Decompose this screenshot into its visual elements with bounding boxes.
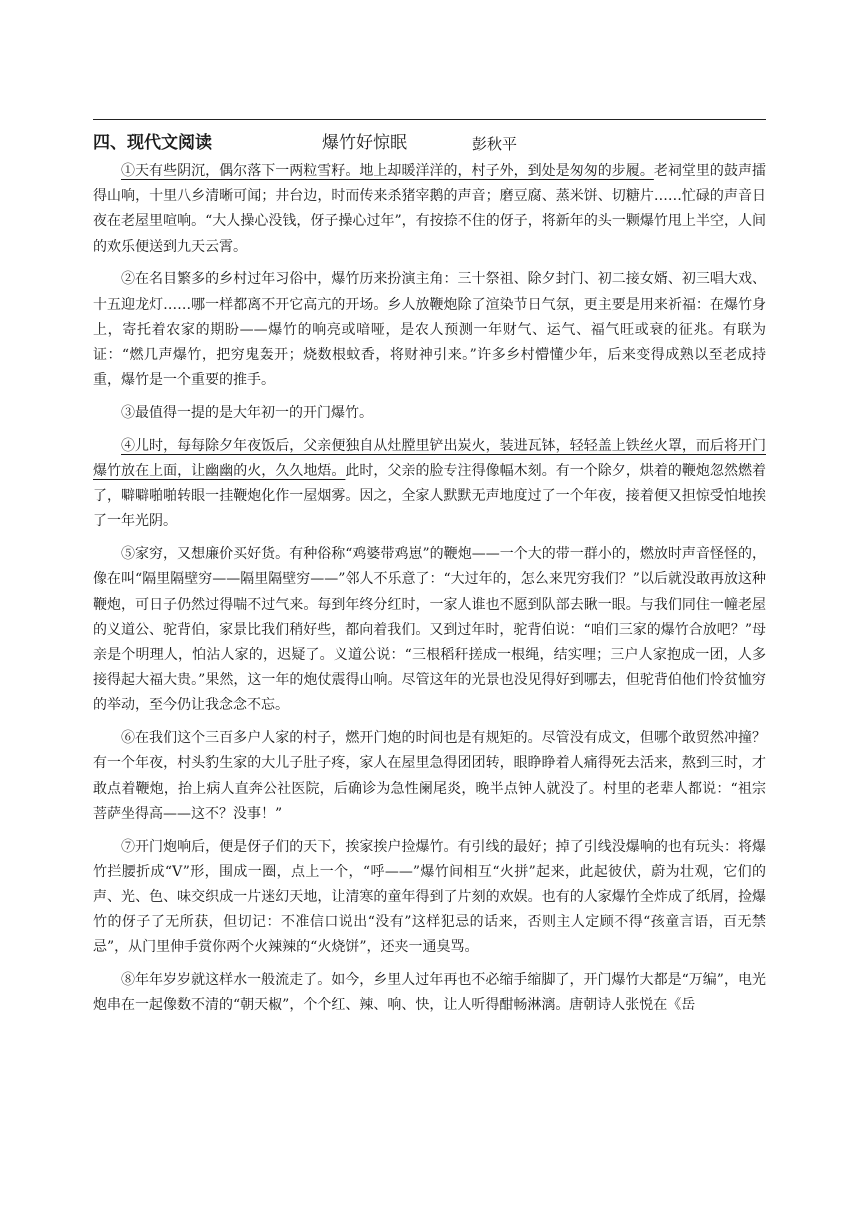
paragraph-text: 老祠堂里的鼓声擂得山响，十里八乡清晰可闻；井台边，时而传来杀猪宰鹅的声音；磨豆腐、蒸米饼、切糖片……忙碌的声音日夜在老屋里喧响。“大人操心没钱，伢子操心过年”，有按捺不住的伢子，将新年的头一颗爆竹甩上半空，人间的欢乐便送到九天云霄。: [93, 163, 766, 255]
paragraph-4: [93, 434, 766, 535]
top-rule: [93, 119, 766, 120]
paragraph-text: ⑧年年岁岁就这样水一般流走了。如今，乡里人过年再也不必缩手缩脚了，开门爆竹大都是“万编”，电光炮串在一起像数不清的“朝天椒”，个个红、辣、响、快，让人听得酣畅淋漓。唐朝诗人张悦在《岳: [93, 972, 766, 1014]
paragraph-3: [93, 401, 766, 426]
author-name: 彭秋平: [472, 135, 518, 153]
article-title: 爆竹好惊眠: [322, 133, 407, 153]
underlined-sentence: ④儿时，每每除夕年夜饭后，父亲便独自从灶膛里铲出炭火，装进瓦钵，轻轻盖上铁丝火罩，而后将开门爆竹放在上面，让幽幽的火，久久地焐。: [93, 437, 766, 480]
paragraph-6: [93, 726, 766, 827]
underlined-sentence: ①天有些阴沉，偶尔落下一两粒雪籽。地上却暖洋洋的，村子外，到处是匆匆的步履。: [121, 163, 654, 179]
paragraph-2: [93, 267, 766, 393]
section-title: 四、现代文阅读: [93, 133, 212, 153]
paragraph-text: ⑦开门炮响后，便是伢子们的天下，挨家挨户捡爆竹。有引线的最好；掉了引线没爆响的也有玩头：将爆竹拦腰折成“V”形，围成一圈，点上一个，“呼——”爆竹间相互“火拼”起来，此起彼伏，蔚为壮观，它们的声、光、色、味交织成一片迷幻天地，让清寒的童年得到了片刻的欢娱。也有的人家爆竹全炸成了纸屑，捡爆竹的伢子了无所获，但切记：不准信口说出“没有”这样犯忌的话来，否则主人定顾不得“孩童言语，百无禁忌”，从门里伸手赏你两个火辣辣的“火烧饼”，还夹一通臭骂。: [93, 838, 766, 956]
paragraph-7: [93, 835, 766, 961]
paragraph-text: ②在名目繁多的乡村过年习俗中，爆竹历来扮演主角：三十祭祖、除夕封门、初二接女婿、初三唱大戏、十五迎龙灯……哪一样都离不开它高亢的开场。乡人放鞭炮除了渲染节日气氛，更主要是用来祈福：在爆竹身上，寄托着农家的期盼——爆竹的响亮或喑哑，是农人预测一年财气、运气、福气旺或衰的征兆。有联为证：“燃几声爆竹，把穷鬼轰开；烧数根蚊香，将财神引来。”许多乡村懵懂少年，后来变得成熟以至老成持重，爆竹是一个重要的推手。: [93, 271, 766, 389]
paragraph-text: ⑤家穷，又想廉价买好货。有种俗称“鸡婆带鸡崽”的鞭炮——一个大的带一群小的，燃放时声音怪怪的，像在叫“隔里隔壁穷——隔里隔壁穷——”邻人不乐意了：“大过年的，怎么来咒穷我们？”以后就没敢再放这种鞭炮，可日子仍然过得喘不过气来。每到年终分红时，一家人谁也不愿到队部去瞅一眼。与我们同住一幢老屋的义道公、驼背伯，家景比我们稍好些，都向着我们。又到过年时，驼背伯说：“咱们三家的爆竹合放吧？”母亲是个明理人，怕沾人家的，迟疑了。义道公说：“三根稻秆搓成一根绳，结实哩；三户人家抱成一团，人多接得起大福大贵。”果然，这一年的炮仗震得山响。尽管这年的光景也没见得好到哪去，但驼背伯他们怜贫恤穷的举动，至今仍让我念念不忘。: [93, 546, 766, 714]
paragraph-5: [93, 542, 766, 718]
paragraph-text: ③最值得一提的是大年初一的开门爆竹。: [121, 405, 373, 422]
paragraph-text: 此时，父亲的脸专注得像幅木刻。有一个除夕，烘着的鞭炮忽然燃着了，噼噼啪啪转眼一挂鞭炮化作一屋烟雾。因之，全家人默默无声地度过了一个年夜，接着便又担惊受怕地挨了一年光阴。: [93, 463, 767, 530]
article-body: [93, 159, 766, 1019]
paragraph-1: [93, 159, 766, 260]
paragraph-text: ⑥在我们这个三百多户人家的村子，燃开门炮的时间也是有规矩的。尽管没有成文，但哪个敢贸然冲撞？有一个年夜，村头豹生家的大儿子肚子疼，家人在屋里急得团团转，眼睁睁着人痛得死去活来，熬到三时，才敢点着鞭炮，抬上病人直奔公社医院，后确诊为急性阑尾炎，晚半点钟人就没了。村里的老辈人都说：“祖宗菩萨坐得高——这不？没事！”: [93, 730, 766, 822]
article-header: [93, 132, 766, 158]
paragraph-8: [93, 968, 766, 1018]
